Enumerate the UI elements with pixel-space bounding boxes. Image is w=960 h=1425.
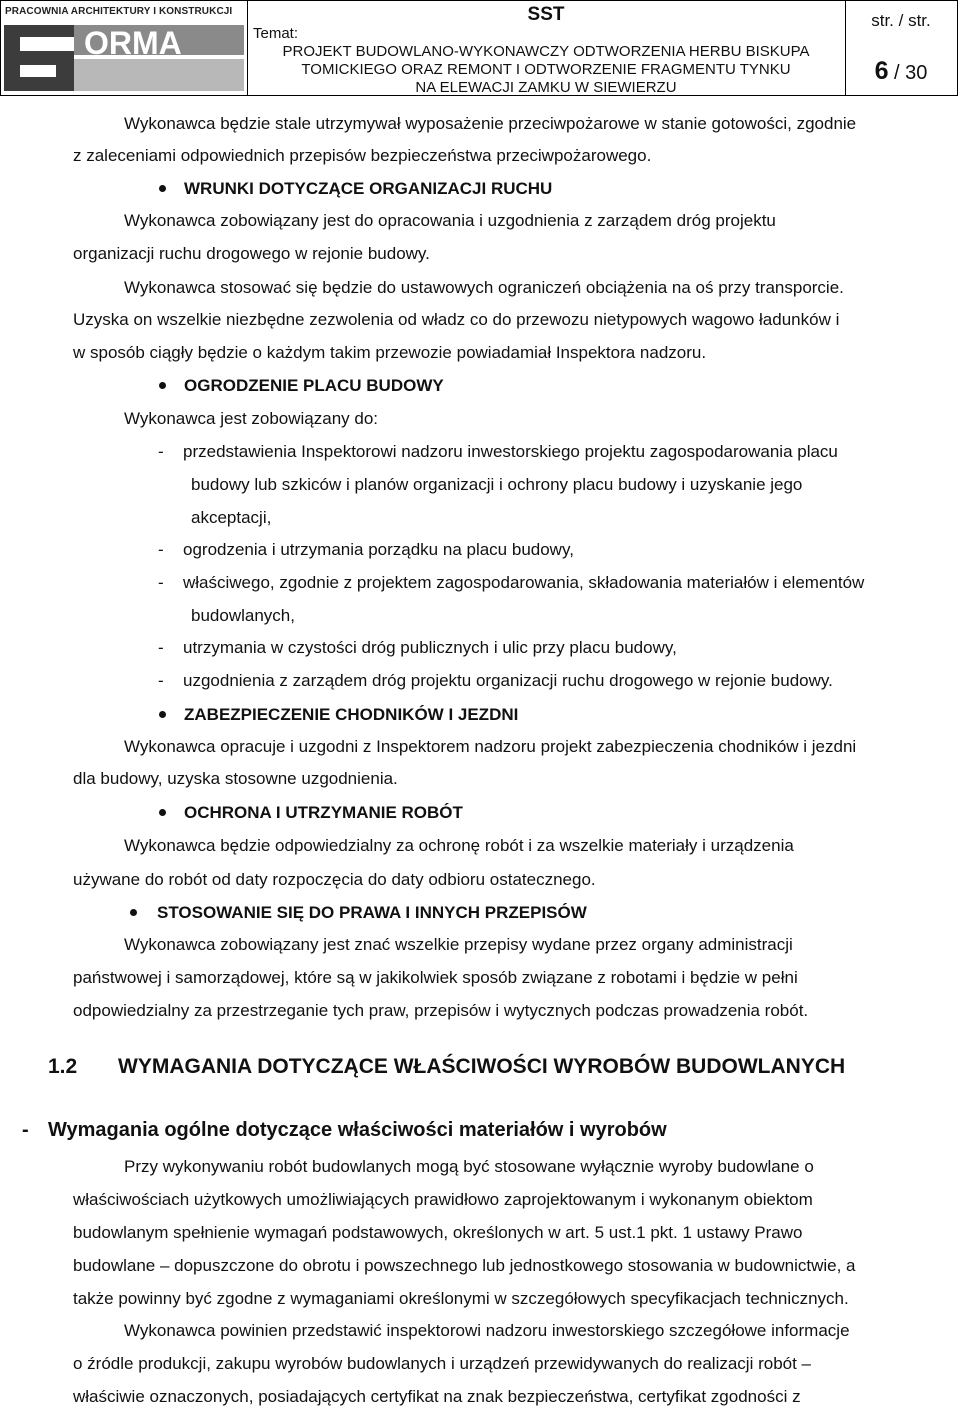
paragraph-line: Wykonawca jest zobowiązany do: <box>124 409 379 428</box>
subject-line: TOMICKIEGO ORAZ REMONT I ODTWORZENIE FRAGMENTU TYNKU <box>301 61 791 78</box>
paragraph-line: w sposób ciągły będzie o każdym takim przewozie powiadamiał Inspektora nadzoru. <box>73 343 707 362</box>
paragraph-line: właściwościach użytkowych umożliwiających prawidłowo zaprojektowanym i wykonanym obiektom <box>73 1190 813 1209</box>
list-dash: - <box>158 442 164 461</box>
paragraph-line: z zaleceniami odpowiednich przepisów bezpieczeństwa przeciwpożarowego. <box>73 146 652 165</box>
page-label: str. / str. <box>871 11 931 30</box>
subsection-title: Wymagania ogólne dotyczące właściwości materiałów i wyrobów <box>48 1119 667 1141</box>
paragraph-line: Wykonawca zobowiązany jest znać wszelkie przepisy wydane przez organy administracji <box>124 935 793 954</box>
list-item: budowy lub szkiców i planów organizacji i ochrony placu budowy i uzyskanie jego <box>191 475 803 494</box>
title-area <box>247 1 846 95</box>
list-item: uzgodnienia z zarządem dróg projektu organizacji ruchu drogowego w rejonie budowy. <box>183 671 833 690</box>
temat-label: Temat: <box>253 25 299 42</box>
sst-label: SST <box>527 4 565 25</box>
paragraph-line: Uzyska on wszelkie niezbędne zezwolenia od władz co do przewozu nietypowych wagowo ładunków i <box>73 310 840 329</box>
bullet-icon <box>159 809 166 816</box>
list-item: przedstawienia Inspektorowi nadzoru inwestorskiego projektu zagospodarowania placu <box>183 442 838 461</box>
project-subject <box>247 43 845 97</box>
subsection-dash: - <box>22 1119 29 1141</box>
logo-text: PRACOWNIA ARCHITEKTURY I KONSTRUKCJI <box>5 6 233 17</box>
list-item: akceptacji, <box>191 508 272 527</box>
paragraph-line: właściwie oznaczonych, posiadających certyfikat na znak bezpieczeństwa, certyfikat zgodności z <box>73 1387 801 1406</box>
paragraph-line: o źródle produkcji, zakupu wyrobów budowlanych i urządzeń przewidywanych do realizacji robót – <box>73 1354 811 1373</box>
subject-line: NA ELEWACJI ZAMKU W SIEWIERZU <box>415 79 677 96</box>
forma-logo <box>4 21 244 91</box>
page-number <box>845 57 957 86</box>
list-dash: - <box>158 540 164 559</box>
page-number-area <box>845 1 957 95</box>
paragraph-line: Wykonawca zobowiązany jest do opracowania i uzgodnienia z zarządem dróg projektu <box>124 211 776 230</box>
document-header <box>0 0 958 96</box>
paragraph-line: budowlanym spełnienie wymagań podstawowych, określonych w art. 5 ust.1 pkt. 1 ustawy Prawo <box>73 1223 803 1242</box>
list-dash: - <box>158 671 164 690</box>
total-pages: / 30 <box>894 62 928 84</box>
section-heading: ZABEZPIECZENIE CHODNIKÓW I JEZDNI <box>184 705 519 724</box>
bullet-icon <box>159 185 166 192</box>
paragraph-line: Wykonawca opracuje i uzgodni z Inspektorem nadzoru projekt zabezpieczenia chodników i jezdni <box>124 737 857 756</box>
current-page: 6 <box>874 57 889 85</box>
paragraph-line: dla budowy, uzyska stosowne uzgodnienia. <box>73 769 398 788</box>
paragraph-line: Wykonawca będzie odpowiedzialny za ochronę robót i za wszelkie materiały i urządzenia <box>124 836 794 855</box>
paragraph-line: odpowiedzialny za przestrzeganie tych praw, przepisów i wytycznych podczas prowadzenia robót. <box>73 1001 809 1020</box>
bullet-icon <box>159 711 166 718</box>
paragraph-line: budowlane – dopuszczone do obrotu i powszechnego lub jednostkowego stosowania w budownictwie, a <box>73 1256 856 1275</box>
section-heading: STOSOWANIE SIĘ DO PRAWA I INNYCH PRZEPISÓW <box>157 903 587 922</box>
list-item: właściwego, zgodnie z projektem zagospodarowania, składowania materiałów i elementów <box>183 573 865 592</box>
paragraph-line: także powinny być zgodne z wymaganiami określonymi w szczegółowych specyfikacjach technicznych. <box>73 1289 849 1308</box>
paragraph-line: państwowej i samorządowej, które są w jakikolwiek sposób związane z robotami i będzie w pełni <box>73 968 798 987</box>
subject-line: PROJEKT BUDOWLANO-WYKONAWCZY ODTWORZENIA HERBU BISKUPA <box>282 43 810 60</box>
section-heading: WRUNKI DOTYCZĄCE ORGANIZACJI RUCHU <box>184 179 553 198</box>
list-dash: - <box>158 638 164 657</box>
section-heading: OCHRONA I UTRZYMANIE ROBÓT <box>184 803 463 822</box>
list-item: utrzymania w czystości dróg publicznych i ulic przy placu budowy, <box>183 638 677 657</box>
section-heading: OGRODZENIE PLACU BUDOWY <box>184 376 444 395</box>
paragraph-line: Wykonawca będzie stale utrzymywał wyposażenie przeciwpożarowe w stanie gotowości, zgodnie <box>124 114 857 133</box>
bullet-icon <box>130 909 137 916</box>
section-number: 1.2 <box>48 1055 78 1078</box>
section-title: WYMAGANIA DOTYCZĄCE WŁAŚCIWOŚCI WYROBÓW BUDOWLANYCH <box>118 1055 846 1078</box>
list-dash: - <box>158 573 164 592</box>
list-item: budowlanych, <box>191 606 295 625</box>
svg-text:ORMA: ORMA <box>84 25 182 61</box>
paragraph-line: Wykonawca powinien przedstawić inspektorowi nadzoru inwestorskiego szczegółowe informacje <box>124 1321 850 1340</box>
paragraph-line: organizacji ruchu drogowego w rejonie budowy. <box>73 244 430 263</box>
logo-area <box>1 1 248 95</box>
bullet-icon <box>159 382 166 389</box>
list-item: ogrodzenia i utrzymania porządku na placu budowy, <box>183 540 574 559</box>
paragraph-line: używane do robót od daty rozpoczęcia do daty odbioru ostatecznego. <box>73 870 596 889</box>
paragraph-line: Wykonawca stosować się będzie do ustawowych ograniczeń obciążenia na oś przy transporcie. <box>124 278 844 297</box>
paragraph-line: Przy wykonywaniu robót budowlanych mogą być stosowane wyłącznie wyroby budowlane o <box>124 1157 814 1176</box>
